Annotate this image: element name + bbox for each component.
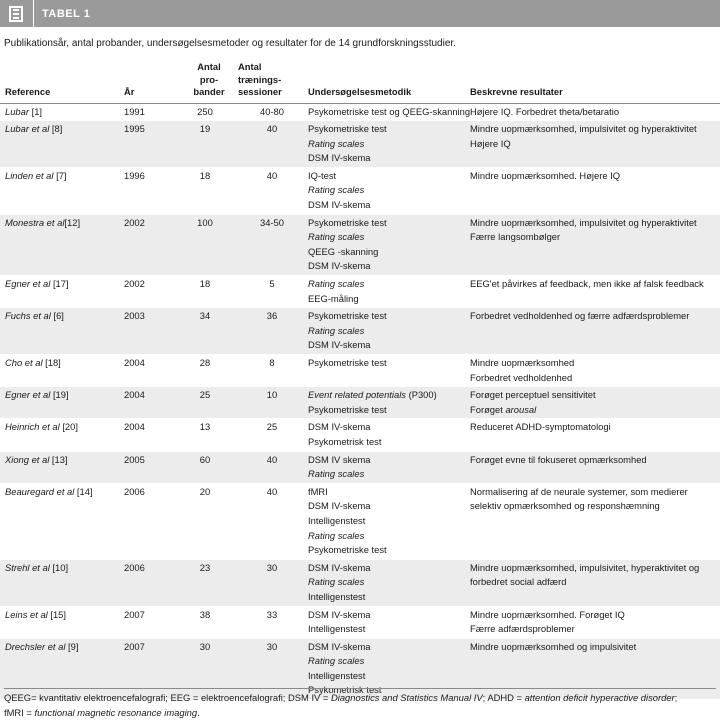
table-caption: Publikationsår, antal probander, undersøgelsesmetoder og resultater for de 14 grundforskningsstudier.: [4, 38, 456, 49]
cell-sessions: 40: [238, 483, 306, 559]
cell-method: Psykometriske test: [306, 355, 468, 387]
document-list-icon: [9, 6, 23, 22]
table-title: TABEL 1: [42, 7, 91, 20]
cell-sessions: 34-50: [238, 214, 306, 275]
table-row: [0, 276, 720, 308]
cell-method: Psykometriske test Rating scales QEEG -skanning DSM IV-skema: [306, 214, 468, 275]
cell-reference: Linden et al [7]: [0, 167, 124, 214]
cell-year: 2007: [124, 638, 180, 699]
table-row: [0, 167, 720, 214]
cell-results: Forøget perceptuel sensitivitet Forøget arousal: [468, 387, 720, 419]
col-header-sessions: Antal trænings- sessioner: [238, 58, 306, 103]
col-header-results: Beskrevne resultater: [468, 58, 720, 103]
cell-reference: Strehl et al [10]: [0, 559, 124, 606]
cell-year: 2007: [124, 606, 180, 638]
cell-sessions: 25: [238, 419, 306, 451]
cell-method: DSM IV-skema Rating scales Intelligenstest Psykometrisk test: [306, 638, 468, 699]
table-row: [0, 419, 720, 451]
cell-sessions: 40: [238, 451, 306, 483]
cell-probands: 19: [180, 121, 238, 168]
cell-reference: Xiong et al [13]: [0, 451, 124, 483]
cell-reference: Egner et al [19]: [0, 387, 124, 419]
cell-method: Psykometriske test Rating scales DSM IV-skema: [306, 121, 468, 168]
cell-results: Mindre uopmærksomhed. Forøget IQ Færre adfærdsproblemer: [468, 606, 720, 638]
cell-results: Forbedret vedholdenhed og færre adfærdsproblemer: [468, 308, 720, 355]
cell-year: 2004: [124, 387, 180, 419]
table-header-bar: [0, 0, 720, 27]
cell-probands: 18: [180, 276, 238, 308]
cell-sessions: 40: [238, 121, 306, 168]
cell-sessions: 8: [238, 355, 306, 387]
cell-year: 1991: [124, 103, 180, 121]
table-row: [0, 355, 720, 387]
cell-sessions: 36: [238, 308, 306, 355]
cell-year: 2003: [124, 308, 180, 355]
table-row: [0, 559, 720, 606]
cell-reference: Cho et al [18]: [0, 355, 124, 387]
col-header-year: År: [124, 58, 180, 103]
cell-reference: Beauregard et al [14]: [0, 483, 124, 559]
cell-results: Mindre uopmærksomhed, impulsivitet og hyperaktivitet Højere IQ: [468, 121, 720, 168]
cell-results: Forøget evne til fokuseret opmærksomhed: [468, 451, 720, 483]
col-header-method: Undersøgelsesmetodik: [306, 58, 468, 103]
cell-reference: Lubar [1]: [0, 103, 124, 121]
header-separator: [33, 0, 34, 27]
table-row: [0, 606, 720, 638]
cell-probands: 60: [180, 451, 238, 483]
table-row: [0, 103, 720, 121]
col-header-reference: Reference: [0, 58, 124, 103]
table-header-row: [0, 58, 720, 103]
cell-results: Mindre uopmærksomhed Forbedret vedholdenhed: [468, 355, 720, 387]
cell-reference: Lubar et al [8]: [0, 121, 124, 168]
cell-method: DSM IV skema Rating scales: [306, 451, 468, 483]
cell-reference: Fuchs et al [6]: [0, 308, 124, 355]
cell-year: 2004: [124, 419, 180, 451]
cell-sessions: 5: [238, 276, 306, 308]
cell-results: Mindre uopmærksomhed og impulsivitet: [468, 638, 720, 699]
cell-year: 2006: [124, 559, 180, 606]
cell-sessions: 33: [238, 606, 306, 638]
cell-probands: 100: [180, 214, 238, 275]
cell-method: IQ-test Rating scales DSM IV-skema: [306, 167, 468, 214]
cell-method: DSM IV-skema Intelligenstest: [306, 606, 468, 638]
cell-probands: 34: [180, 308, 238, 355]
cell-sessions: 10: [238, 387, 306, 419]
cell-results: Mindre uopmærksomhed. Højere IQ: [468, 167, 720, 214]
table-row: [0, 121, 720, 168]
cell-probands: 18: [180, 167, 238, 214]
cell-year: 2005: [124, 451, 180, 483]
cell-results: Reduceret ADHD-symptomatologi: [468, 419, 720, 451]
cell-sessions: 40-80: [238, 103, 306, 121]
table-row: [0, 308, 720, 355]
cell-probands: 250: [180, 103, 238, 121]
cell-year: 2004: [124, 355, 180, 387]
cell-method: fMRI DSM IV-skema Intelligenstest Rating scales Psykometriske test: [306, 483, 468, 559]
table-row: [0, 214, 720, 275]
cell-method: Event related potentials (P300) Psykometriske test: [306, 387, 468, 419]
cell-results: Højere IQ. Forbedret theta/betaratio: [468, 103, 720, 121]
cell-results: Mindre uopmærksomhed, impulsivitet og hyperaktivitet Færre langsombølger: [468, 214, 720, 275]
table-row: [0, 483, 720, 559]
cell-probands: 38: [180, 606, 238, 638]
cell-reference: Monestra et al[12]: [0, 214, 124, 275]
table-footnote: QEEG= kvantitativ elektroencefalografi; EEG = elektroencefalografi; DSM IV = Diagnostics and Statistics Manual IV; ADHD = attention deficit hyperactive disorder; fMRI = functional magnetic resonance imaging.: [4, 688, 716, 720]
cell-year: 2002: [124, 276, 180, 308]
cell-year: 1995: [124, 121, 180, 168]
cell-method: DSM IV-skema Rating scales Intelligenstest: [306, 559, 468, 606]
cell-sessions: 40: [238, 167, 306, 214]
table-row: [0, 451, 720, 483]
cell-results: Mindre uopmærksomhed, impulsivitet, hyperaktivitet og forbedret social adfærd: [468, 559, 720, 606]
table-row: [0, 387, 720, 419]
cell-method: Rating scales EEG-måling: [306, 276, 468, 308]
cell-probands: 20: [180, 483, 238, 559]
cell-probands: 23: [180, 559, 238, 606]
cell-reference: Leins et al [15]: [0, 606, 124, 638]
cell-probands: 25: [180, 387, 238, 419]
cell-results: Normalisering af de neurale systemer, som medierer selektiv opmærksomhed og responshæmning: [468, 483, 720, 559]
cell-method: Psykometriske test og QEEG-skanning: [306, 103, 468, 121]
cell-reference: Heinrich et al [20]: [0, 419, 124, 451]
cell-sessions: 30: [238, 638, 306, 699]
cell-method: DSM IV-skema Psykometrisk test: [306, 419, 468, 451]
cell-sessions: 30: [238, 559, 306, 606]
cell-results: EEG'et påvirkes af feedback, men ikke af falsk feedback: [468, 276, 720, 308]
cell-method: Psykometriske test Rating scales DSM IV-skema: [306, 308, 468, 355]
cell-probands: 28: [180, 355, 238, 387]
cell-year: 1996: [124, 167, 180, 214]
col-header-probands: Antal pro- bander: [180, 58, 238, 103]
cell-year: 2002: [124, 214, 180, 275]
cell-probands: 30: [180, 638, 238, 699]
cell-probands: 13: [180, 419, 238, 451]
cell-year: 2006: [124, 483, 180, 559]
studies-table: [0, 58, 720, 700]
cell-reference: Egner et al [17]: [0, 276, 124, 308]
cell-reference: Drechsler et al [9]: [0, 638, 124, 699]
